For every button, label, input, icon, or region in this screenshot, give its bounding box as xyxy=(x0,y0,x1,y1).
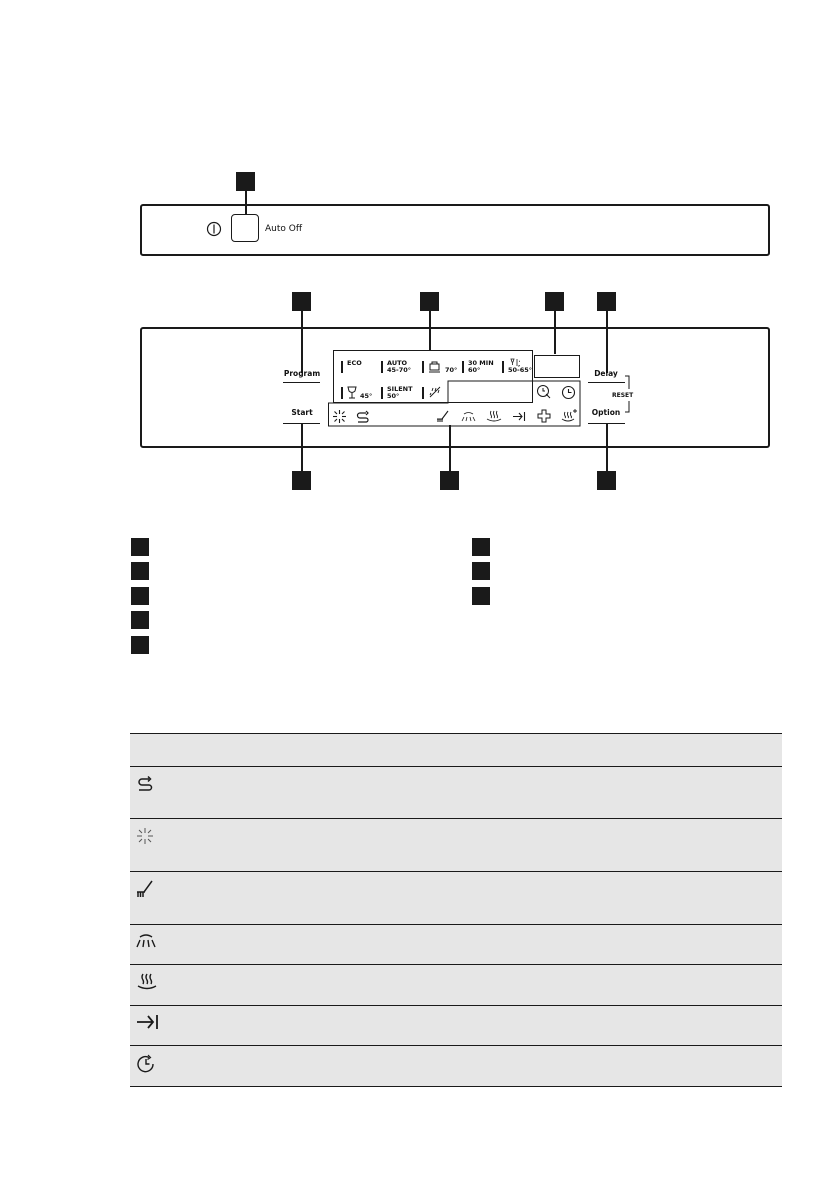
table-row xyxy=(130,872,782,925)
dry-icon xyxy=(486,410,502,423)
program-button[interactable] xyxy=(283,382,320,383)
callout-leader-7 xyxy=(449,425,451,472)
extra-time-icon xyxy=(536,384,552,400)
option-button-label[interactable]: Option xyxy=(591,408,621,417)
wash-icon xyxy=(461,411,476,422)
on-off-button[interactable] xyxy=(231,214,259,242)
reminder-icon xyxy=(130,767,180,819)
callout-marker-2 xyxy=(292,292,311,311)
callout-leader-6 xyxy=(301,423,303,472)
table-row xyxy=(130,819,782,872)
table-row xyxy=(130,925,782,965)
reset-label: RESET xyxy=(612,392,634,399)
delay-button[interactable] xyxy=(588,382,625,383)
legend-marker-2 xyxy=(131,562,149,580)
symbol-table xyxy=(130,733,782,1087)
legend-marker-1 xyxy=(131,538,149,556)
ecometer-icon xyxy=(332,409,347,424)
callout-marker-1 xyxy=(236,172,255,191)
callout-marker-4 xyxy=(545,292,564,311)
delay-indicator-icon xyxy=(561,385,576,400)
auto-off-label: Auto Off xyxy=(265,224,303,234)
callout-marker-3 xyxy=(420,292,439,311)
delay-button-label[interactable]: Delay xyxy=(594,369,618,378)
legend-marker-5 xyxy=(131,636,149,654)
legend-marker-8 xyxy=(472,587,490,605)
legend-marker-7 xyxy=(472,562,490,580)
table-row xyxy=(130,1046,782,1087)
wash-icon xyxy=(130,925,180,965)
callout-marker-6 xyxy=(292,471,311,490)
legend-marker-3 xyxy=(131,587,149,605)
reminder-icon xyxy=(356,410,370,423)
table-header-row xyxy=(130,734,782,767)
table-row xyxy=(130,965,782,1006)
callout-leader-8 xyxy=(606,423,608,472)
extra-hygiene-icon xyxy=(537,409,552,424)
ecometer-icon xyxy=(130,819,180,872)
pot-icon xyxy=(428,359,441,373)
start-button-label[interactable]: Start xyxy=(291,408,313,417)
callout-marker-8 xyxy=(597,471,616,490)
program-button-label[interactable]: Program xyxy=(283,369,321,378)
display xyxy=(534,355,580,378)
rinse-aid-icon xyxy=(436,410,449,423)
callout-marker-7 xyxy=(440,471,459,490)
legend-marker-4 xyxy=(131,611,149,629)
table-row xyxy=(130,767,782,819)
end-icon xyxy=(512,411,526,422)
callout-marker-5 xyxy=(597,292,616,311)
extra-dry-icon xyxy=(561,408,578,423)
delay-icon xyxy=(130,1046,180,1087)
rinse-aid-icon xyxy=(130,872,180,925)
drying-icon xyxy=(130,965,180,1006)
table-row xyxy=(130,1006,782,1046)
end-icon xyxy=(130,1006,180,1046)
legend-marker-6 xyxy=(472,538,490,556)
on-off-icon xyxy=(206,221,222,237)
